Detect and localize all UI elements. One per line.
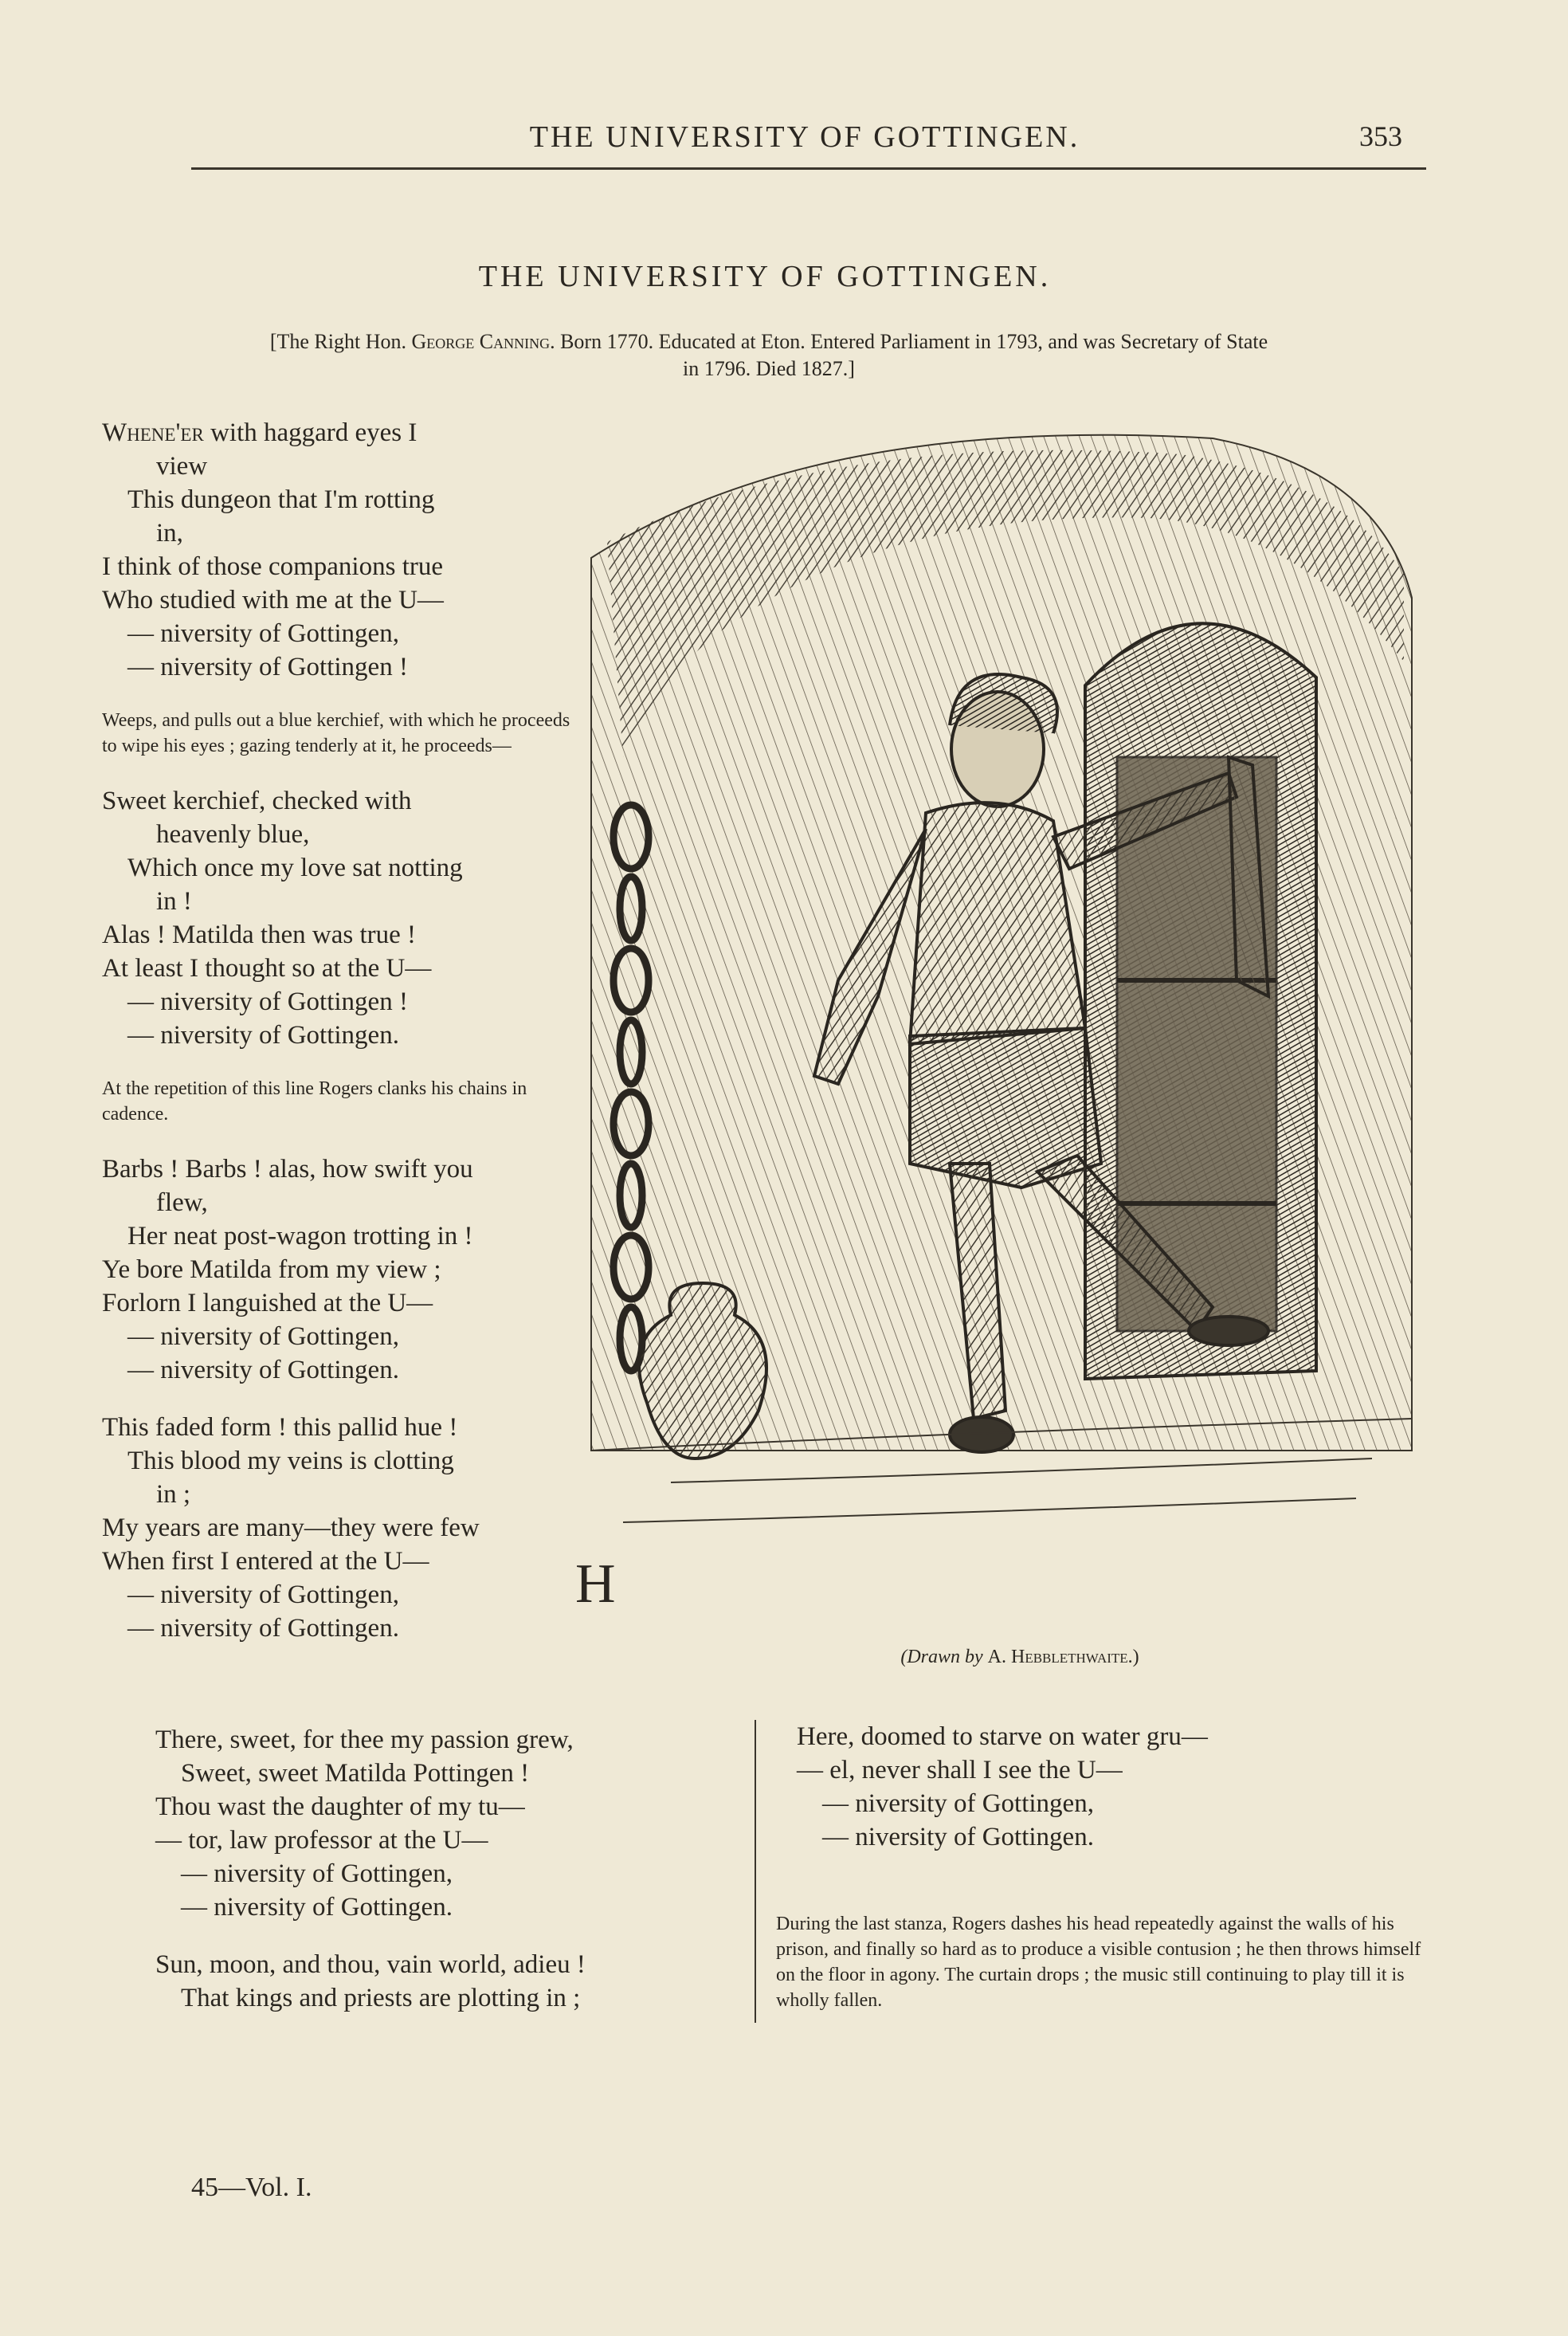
verse-line: — tor, law professor at the U— (155, 1826, 488, 1855)
verse-line: Alas ! Matilda then was true ! (102, 921, 417, 949)
verse-line: — niversity of Gottingen. (181, 1893, 453, 1922)
verse-line: At least I thought so at the U— (102, 954, 432, 983)
verse-line: Sweet, sweet Matilda Pottingen ! (181, 1759, 530, 1788)
stage-direction-2: At the repetition of this line Rogers clanks his chains in cadence. (102, 1078, 527, 1125)
stanza-7 (797, 1720, 1434, 1854)
verse-line: There, sweet, for thee my passion grew, (155, 1725, 574, 1754)
byline-rest-2: in 1796. Died 1827.] (683, 357, 855, 380)
verse-line: That kings and priests are plotting in ; (181, 1984, 581, 2012)
verse-line: Who studied with me at the U— (102, 586, 444, 614)
bottom-left-column (155, 1723, 729, 2039)
running-header (191, 120, 1426, 170)
verse-line: I think of those companions true (102, 552, 444, 581)
verse-line: When first I entered at the U— (102, 1547, 429, 1576)
artist-monogram: H (575, 1553, 616, 1615)
verse-line: — el, never shall I see the U— (797, 1756, 1123, 1784)
verse-line: Here, doomed to starve on water gru— (797, 1722, 1208, 1751)
stanza-4 (102, 1411, 572, 1645)
verse-line: Sweet kerchief, checked with (102, 787, 412, 815)
verse-line: — niversity of Gottingen ! (127, 987, 408, 1016)
dungeon-engraving (575, 422, 1420, 1634)
byline-rest-1: Born 1770. Educated at Eton. Entered Parliament in 1793, and was Secretary of State (560, 330, 1268, 353)
verse-line: — niversity of Gottingen, (127, 1322, 399, 1351)
stanza-5 (155, 1723, 729, 1924)
verse-line: — niversity of Gottingen. (822, 1823, 1094, 1851)
stage-direction-1: Weeps, and pulls out a blue kerchief, with which he proceeds to wipe his eyes ; gazing tenderly at it, he proceeds— (102, 710, 570, 756)
illustration-caption (821, 1647, 1219, 1668)
verse-line: — niversity of Gottingen, (822, 1789, 1094, 1818)
verse-line: This blood my veins is clotting (127, 1447, 454, 1475)
verse-line: — niversity of Gottingen, (181, 1859, 453, 1888)
verse-line: Thou wast the daughter of my tu— (155, 1792, 525, 1821)
verse-line: Sun, moon, and thou, vain world, adieu ! (155, 1950, 586, 1979)
engraving-illustration (575, 422, 1420, 1634)
stage-direction-3: During the last stanza, Rogers dashes his head repeatedly against the walls of his prison, and finally so hard as to produce a visible contusion ; he then throws himself on the floor in agony. The curtain drops ; the music still continuing to play till it is wholly fallen. (776, 1914, 1421, 2011)
byline-prefix: [The Right Hon. (269, 330, 406, 353)
poem-title: THE UNIVERSITY OF GOTTINGEN. (478, 260, 1052, 293)
signature-mark: 45—Vol. I. (191, 2173, 312, 2202)
author-byline (104, 328, 1434, 383)
page-number: 353 (1359, 120, 1402, 152)
verse-line: Barbs ! Barbs ! alas, how swift you (102, 1155, 473, 1184)
stanza-1 (102, 416, 572, 684)
verse-line: in ; (156, 1480, 191, 1509)
verse-line: — niversity of Gottingen. (127, 1021, 399, 1050)
verse-line: with haggard eyes I (203, 418, 417, 447)
verse-line: — niversity of Gottingen, (127, 619, 399, 648)
verse-line: Which once my love sat notting (127, 854, 463, 882)
verse-line: — niversity of Gottingen ! (127, 653, 408, 681)
bottom-right-column (797, 1720, 1434, 1878)
left-column (102, 416, 572, 1669)
stanza-6 (155, 1948, 729, 2015)
verse-line: This dungeon that I'm rotting (127, 485, 435, 514)
running-title: THE UNIVERSITY OF GOTTINGEN. (529, 120, 1080, 154)
verse-line: heavenly blue, (156, 820, 310, 849)
verse-line: flew, (156, 1188, 208, 1217)
verse-line: Her neat post-wagon trotting in ! (127, 1222, 473, 1250)
verse-line: view (156, 452, 208, 481)
verse-line: Ye bore Matilda from my view ; (102, 1255, 441, 1284)
verse-line: My years are many—they were few (102, 1513, 480, 1542)
verse-line: in ! (156, 887, 192, 916)
verse-line: — niversity of Gottingen. (127, 1614, 399, 1643)
stanza-2 (102, 784, 572, 1052)
verse-line: This faded form ! this pallid hue ! (102, 1413, 458, 1442)
stanza-3 (102, 1152, 572, 1387)
dropcap-word: Whene'er (102, 418, 204, 447)
verse-line: — niversity of Gottingen. (127, 1356, 399, 1384)
caption-artist: A. Hebblethwaite.) (987, 1647, 1139, 1667)
verse-line: in, (156, 519, 183, 548)
byline-author: George Canning. (411, 330, 555, 353)
verse-line: — niversity of Gottingen, (127, 1580, 399, 1609)
caption-prefix: (Drawn by (900, 1647, 983, 1667)
verse-line: Forlorn I languished at the U— (102, 1289, 433, 1317)
column-divider (755, 1720, 756, 2023)
